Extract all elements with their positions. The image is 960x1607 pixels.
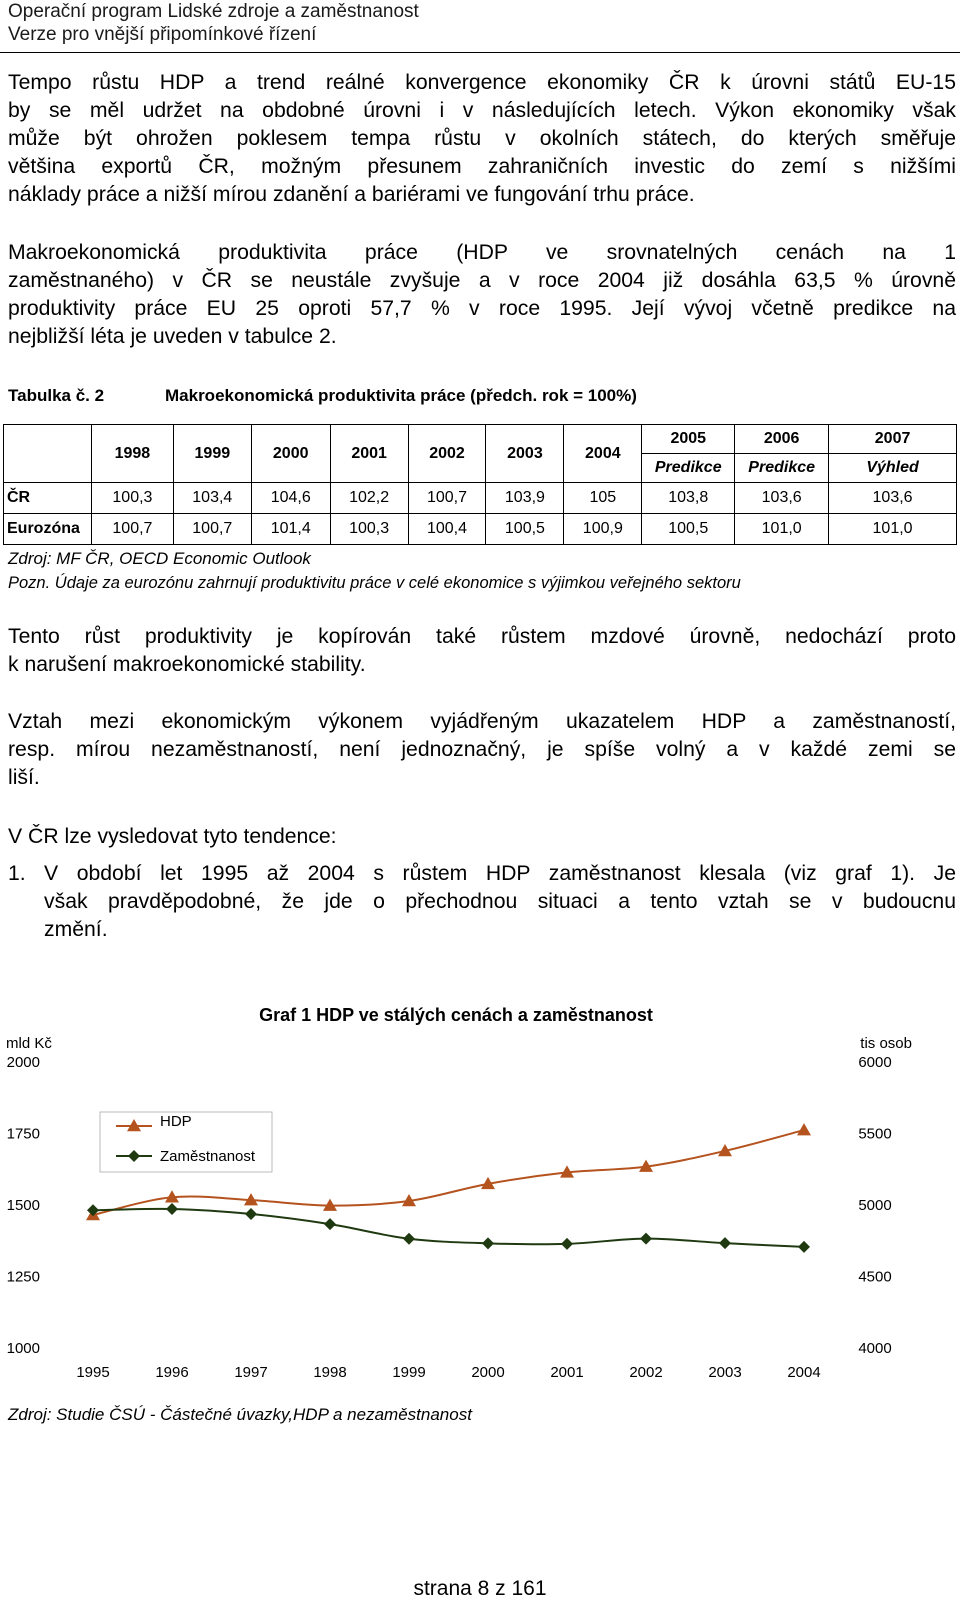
text-line: však pravděpodobné, že jde o přechodnou situaci a tento vztah se v budoucnu xyxy=(44,890,956,913)
table-cell: 104,6 xyxy=(251,483,330,514)
table-cell: 103,6 xyxy=(829,483,957,514)
x-tick-label: 2003 xyxy=(708,1364,742,1381)
text-line: liší. xyxy=(8,766,40,789)
right-tick-label: 5000 xyxy=(858,1197,892,1214)
table-cell: 102,2 xyxy=(330,483,408,514)
table-cell: 100,5 xyxy=(486,514,564,545)
gdp-employment-chart xyxy=(0,1000,960,1430)
data-point xyxy=(403,1233,415,1245)
text-line: zaměstnaného) v ČR se neustále zvyšuje a v roce 2004 již dosáhla 63,5 % úrovně xyxy=(8,269,956,292)
text-line: Tento růst produktivity je kopírován také růstem mzdové úrovně, nedochází proto xyxy=(8,625,956,648)
x-axis-ticks xyxy=(76,1364,820,1381)
list-item xyxy=(44,860,956,944)
table-cell: 100,5 xyxy=(642,514,735,545)
column-header: 2002 xyxy=(408,425,486,483)
paragraph-wage-growth xyxy=(8,623,956,679)
text-line: V období let 1995 až 2004 s růstem HDP zaměstnanost klesala (viz graf 1). Je xyxy=(44,862,956,885)
column-header: 2004 xyxy=(564,425,642,483)
text-line: Makroekonomická produktivita práce (HDP ve srovnatelných cenách na 1 xyxy=(8,241,956,264)
table-label: Tabulka č. 2 xyxy=(8,386,105,405)
table-source: Zdroj: MF ČR, OECD Economic Outlook xyxy=(8,549,311,568)
right-tick-label: 4500 xyxy=(858,1268,892,1286)
right-tick-label: 4000 xyxy=(858,1340,892,1357)
legend-label: HDP xyxy=(160,1113,192,1130)
text-line: nejbližší léta je uveden v tabulce 2. xyxy=(8,325,337,348)
x-tick-label: 1995 xyxy=(76,1364,110,1381)
table-cell: 103,8 xyxy=(642,483,735,514)
x-tick-label: 2004 xyxy=(787,1364,821,1381)
page-number: strana 8 z 161 xyxy=(413,1577,547,1600)
x-tick-label: 1999 xyxy=(392,1364,426,1381)
text-line: resp. mírou nezaměstnaností, není jednoznačný, je spíše volný a v každé zemi se xyxy=(8,738,956,761)
table-cell: 100,7 xyxy=(91,514,173,545)
left-tick-label: 1500 xyxy=(6,1197,40,1214)
column-subheader: Predikce xyxy=(642,454,735,483)
data-point xyxy=(561,1238,573,1250)
x-tick-label: 1998 xyxy=(313,1364,347,1381)
chart-legend xyxy=(100,1112,272,1172)
x-tick-label: 2001 xyxy=(550,1364,584,1381)
table-corner xyxy=(4,425,92,483)
table-cell: 103,4 xyxy=(173,483,251,514)
left-axis-ticks xyxy=(7,1054,40,1357)
text-line: většina exportů ČR, možným přesunem zahraničních investic do zemí s nižšími xyxy=(8,155,956,178)
table-cell: 100,3 xyxy=(330,514,408,545)
data-point xyxy=(797,1123,811,1135)
data-point xyxy=(482,1237,494,1249)
table-cell: 105 xyxy=(564,483,642,514)
right-tick-label: 6000 xyxy=(858,1054,892,1071)
text-line: by se měl udržet na obdobné úrovni i v následujících letech. Výkon ekonomiky však xyxy=(8,99,956,122)
table-cell: 103,6 xyxy=(735,483,829,514)
column-header: 1999 xyxy=(173,425,251,483)
column-header: 2000 xyxy=(251,425,330,483)
left-tick-label: 2000 xyxy=(6,1054,40,1071)
data-point xyxy=(798,1241,810,1253)
data-point xyxy=(245,1208,257,1220)
header-divider xyxy=(0,52,960,53)
header-program-title: Operační program Lidské zdroje a zaměstnanost xyxy=(8,1,419,22)
table-cell: 100,7 xyxy=(408,483,486,514)
table-cell: 100,9 xyxy=(564,514,642,545)
x-tick-label: 2002 xyxy=(629,1364,663,1381)
paragraph-productivity xyxy=(8,239,956,351)
series-line xyxy=(93,1209,804,1247)
row-label: Eurozóna xyxy=(4,514,92,545)
chart-title: Graf 1 HDP ve stálých cenách a zaměstnanost xyxy=(259,1004,653,1025)
data-point xyxy=(640,1233,652,1245)
table-title: Makroekonomická produktivita práce (předch. rok = 100%) xyxy=(165,386,637,405)
row-label: ČR xyxy=(4,483,92,514)
data-point xyxy=(166,1203,178,1215)
left-tick-label: 1250 xyxy=(6,1268,40,1286)
column-subheader: Predikce xyxy=(735,454,829,483)
table-cell: 100,3 xyxy=(91,483,173,514)
table-cell: 101,0 xyxy=(735,514,829,545)
right-tick-label: 5500 xyxy=(858,1125,892,1143)
x-tick-label: 2000 xyxy=(471,1364,505,1381)
table-row xyxy=(4,514,957,545)
data-point xyxy=(324,1218,336,1230)
document-header xyxy=(8,0,419,46)
paragraph-gdp-employment xyxy=(8,708,956,792)
x-tick-label: 1996 xyxy=(155,1364,189,1381)
right-axis-unit: tis osob xyxy=(860,1035,912,1052)
text-line: může být ohrožen poklesem tempa růstu v okolních státech, do kterých směřuje xyxy=(8,127,956,150)
left-tick-label: 1000 xyxy=(6,1340,40,1357)
text-line: produktivity práce EU 25 oproti 57,7 % v roce 1995. Její vývoj včetně predikce na xyxy=(8,297,956,320)
text-line: Tempo růstu HDP a trend reálné konvergence ekonomiky ČR k úrovni států EU-15 xyxy=(8,71,956,94)
text-line: Vztah mezi ekonomickým výkonem vyjádřeným ukazatelem HDP a zaměstnaností, xyxy=(8,710,956,733)
left-tick-label: 1750 xyxy=(6,1125,40,1143)
column-header: 2007 xyxy=(829,425,957,454)
right-axis-ticks xyxy=(858,1054,891,1357)
paragraph-tendencies: V ČR lze vysledovat tyto tendence: xyxy=(8,825,337,848)
table-row xyxy=(4,483,957,514)
table-cell: 101,0 xyxy=(829,514,957,545)
chart-source: Zdroj: Studie ČSÚ - Částečné úvazky,HDP a nezaměstnanost xyxy=(8,1405,472,1424)
text-line: náklady práce a nižší mírou zdanění a bariérami ve fungování trhu práce. xyxy=(8,183,695,206)
table-note: Pozn. Údaje za eurozónu zahrnují produktivitu práce v celé ekonomice s výjimkou veřejného sektoru xyxy=(8,574,741,592)
paragraph-gdp-growth xyxy=(8,69,956,209)
list-number: 1. xyxy=(8,862,26,885)
data-point xyxy=(719,1237,731,1249)
table-cell: 103,9 xyxy=(486,483,564,514)
text-line: změní. xyxy=(44,918,108,941)
column-header: 2001 xyxy=(330,425,408,483)
column-header: 2003 xyxy=(486,425,564,483)
left-axis-unit: mld Kč xyxy=(6,1035,52,1052)
productivity-table xyxy=(3,424,957,545)
legend-label: Zaměstnanost xyxy=(160,1148,256,1165)
text-line: k narušení makroekonomické stability. xyxy=(8,653,366,676)
header-version: Verze pro vnější připomínkové řízení xyxy=(8,24,317,45)
table-cell: 100,7 xyxy=(173,514,251,545)
x-tick-label: 1997 xyxy=(234,1364,268,1381)
column-header: 1998 xyxy=(91,425,173,483)
table-cell: 101,4 xyxy=(251,514,330,545)
column-header: 2005 xyxy=(642,425,735,454)
table-cell: 100,4 xyxy=(408,514,486,545)
column-header: 2006 xyxy=(735,425,829,454)
column-subheader: Výhled xyxy=(829,454,957,483)
